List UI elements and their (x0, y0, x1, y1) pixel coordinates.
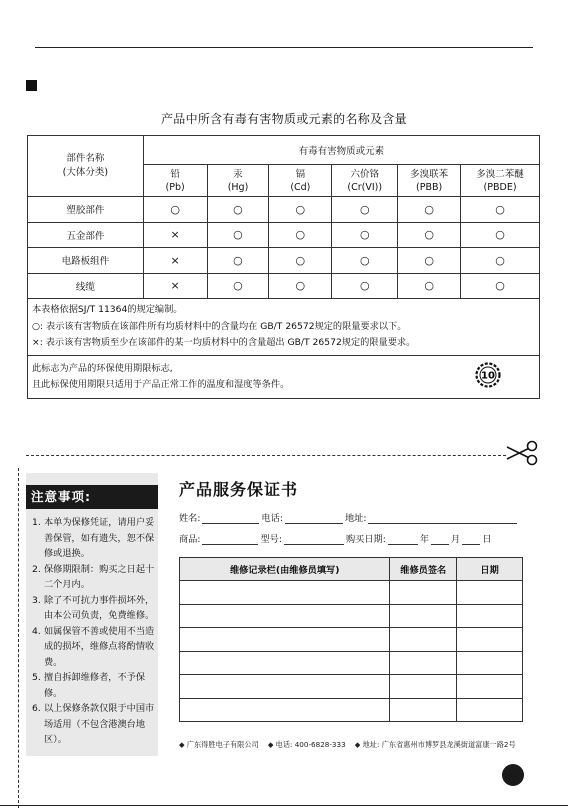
substance-column-header (332, 165, 398, 197)
substance-name: 铅 (170, 168, 180, 180)
footer-company: ◆ 广东得胜电子有限公司 (179, 740, 259, 749)
item-number: 1. (32, 517, 41, 528)
year-field[interactable] (388, 533, 418, 545)
name-field[interactable] (202, 512, 259, 524)
part-name: 塑胶部件 (28, 197, 144, 223)
footer-phone: ◆ 电话: 400-6828-333 (267, 740, 346, 749)
notes-panel (26, 473, 158, 756)
signature-cell[interactable] (390, 604, 457, 628)
signature-cell[interactable] (390, 581, 457, 605)
substance-mark: ○ (207, 222, 269, 248)
substance-mark: ○ (332, 273, 398, 299)
substance-mark: ○ (398, 273, 461, 299)
date-cell[interactable] (457, 581, 523, 605)
list-item (32, 624, 156, 671)
substance-mark: ○ (332, 222, 398, 248)
substance-mark: × (143, 222, 207, 248)
record-cell[interactable] (180, 651, 390, 675)
substance-mark: ○ (207, 273, 269, 299)
item-text: 擅自拆卸维修者，不予保修。 (44, 672, 146, 699)
substance-name: 六价铬 (350, 168, 379, 180)
product-field[interactable] (202, 533, 258, 545)
item-number: 6. (32, 703, 41, 714)
record-cell[interactable] (180, 675, 390, 699)
purchase-label: 购买日期: (345, 534, 386, 545)
substance-mark: ○ (398, 248, 461, 274)
substance-mark: ○ (332, 197, 398, 223)
substance-mark: ○ (461, 248, 540, 274)
phone-field[interactable] (285, 512, 343, 524)
substance-name: 镉 (295, 168, 306, 180)
product-row (179, 531, 491, 545)
substance-mark: ○ (398, 222, 461, 248)
part-header-sub: (大体分类) (62, 167, 109, 178)
substance-symbol: (PBDE) (483, 181, 517, 193)
table-row (180, 698, 523, 722)
list-item (32, 701, 156, 748)
footer-info (179, 740, 516, 750)
day-field[interactable] (462, 533, 480, 545)
note-line: ○: 表示该有害物质在该部件所有均质材料中的含量均在 GB/T 26572规定的限量要求以下。 (32, 320, 407, 332)
signature-cell[interactable] (390, 628, 457, 652)
note-line: 本表格依据SJ/T 11364的规定编制。 (32, 304, 183, 315)
substance-mark: ○ (461, 273, 540, 299)
record-cell[interactable] (180, 698, 390, 722)
substance-mark: ○ (269, 248, 332, 274)
item-text: 以上保修条款仅限于中国市场适用（不包含港澳台地区）。 (44, 703, 155, 745)
year-label: 年 (419, 534, 430, 545)
substance-name: 多溴联苯 (410, 168, 449, 180)
part-header-cell (28, 136, 144, 197)
signature-cell[interactable] (390, 675, 457, 699)
signature-header: 维修员签名 (390, 558, 457, 581)
table-row (28, 222, 540, 248)
record-cell[interactable] (180, 628, 390, 652)
list-item (32, 562, 156, 593)
part-header: 部件名称 (66, 153, 105, 164)
date-cell[interactable] (457, 651, 523, 675)
substance-symbol: (Cd) (290, 181, 311, 193)
footer-address: ◆ 地址: 广东省惠州市博罗县龙溪街道富康一路2号 (354, 740, 516, 749)
scissors-icon (505, 440, 539, 466)
substance-mark: ○ (461, 222, 540, 248)
eco-note-line: 且此标保使用期限只适用于产品正常工作的温度和湿度等条件。 (32, 378, 290, 390)
eco-period-logo-icon (475, 362, 501, 388)
substance-mark: ○ (332, 248, 398, 274)
date-cell[interactable] (457, 604, 523, 628)
substance-mark: ○ (461, 197, 540, 223)
model-label: 型号: (260, 534, 282, 545)
section-marker (26, 80, 37, 91)
list-item (32, 670, 156, 701)
table-row (28, 273, 540, 299)
substance-mark: ○ (269, 273, 332, 299)
item-number: 3. (32, 594, 41, 606)
hazardous-substance-table (27, 135, 540, 399)
item-text: 保修期限制：购买之日起十二个月内。 (44, 563, 155, 590)
substance-column-header (207, 165, 269, 197)
substance-symbol: (Cr(VI)) (347, 181, 383, 193)
item-number: 2. (32, 563, 41, 575)
substance-name: 汞 (233, 168, 243, 180)
part-name: 线缆 (28, 273, 144, 299)
phone-label: 电话: (261, 513, 283, 524)
record-cell[interactable] (180, 604, 390, 628)
side-cut-line (18, 468, 19, 808)
list-item (32, 593, 156, 624)
date-header: 日期 (457, 558, 523, 581)
notes-list (32, 515, 156, 748)
address-field[interactable] (368, 512, 517, 524)
signature-cell[interactable] (390, 651, 457, 675)
substance-column-header (398, 165, 461, 197)
name-label: 姓名: (179, 513, 201, 524)
group-header: 有毒有害物质或元素 (143, 136, 539, 165)
substance-symbol: (PBB) (416, 181, 443, 193)
substance-name: 多溴二苯醚 (476, 168, 524, 180)
item-number: 5. (32, 672, 41, 683)
month-label: 月 (451, 534, 461, 545)
substance-symbol: (Pb) (165, 181, 185, 193)
day-label: 日 (482, 534, 492, 545)
table-row (180, 675, 523, 699)
item-text: 除了不可抗力事件损坏外，由本公司负责，免费维修。 (44, 594, 155, 621)
table-notes (28, 299, 540, 356)
item-text: 如属保管不善或使用不当造成的损坏，维修点将酌情收费。 (44, 625, 155, 668)
substance-mark: × (143, 273, 207, 299)
eco-number: 10 (481, 370, 495, 382)
signature-cell[interactable] (390, 698, 457, 722)
substance-mark: ○ (207, 248, 269, 274)
substance-mark: ○ (398, 197, 461, 223)
date-cell[interactable] (457, 698, 523, 722)
table-row (28, 248, 540, 274)
record-header: 维修记录栏(由维修员填写) (180, 558, 390, 581)
table-row (180, 581, 523, 605)
product-label: 商品: (179, 534, 201, 545)
eco-note-line: 此标志为产品的环保使用期限标志, (32, 362, 173, 374)
bottom-rule (0, 805, 568, 806)
note-line: ×: 表示该有害物质至少在该部件的某一均质材料中的含量超出 GB/T 26572规定的限量要求。 (32, 337, 416, 348)
substance-column-header (143, 165, 207, 197)
substance-column-header (461, 165, 540, 197)
eco-notes (28, 355, 540, 398)
substance-mark: ○ (143, 197, 207, 223)
part-name: 电路板组件 (28, 248, 144, 274)
record-cell[interactable] (180, 581, 390, 605)
item-number: 4. (32, 625, 41, 637)
table-row (180, 628, 523, 652)
warranty-title: 产品服务保证书 (179, 480, 299, 499)
customer-row (179, 510, 519, 524)
list-item (32, 515, 156, 562)
top-rule (35, 47, 533, 48)
page-marker (502, 764, 524, 786)
haz-title: 产品中所含有毒有害物质或元素的名称及含量 (160, 112, 407, 126)
substance-column-header (269, 165, 332, 197)
table-row (28, 197, 540, 223)
date-cell[interactable] (457, 675, 523, 699)
substance-symbol: (Hg) (227, 181, 249, 193)
table-row (180, 604, 523, 628)
substance-mark: ○ (269, 197, 332, 223)
notes-title: 注意事项: (26, 485, 158, 509)
part-name: 五金部件 (28, 222, 144, 248)
model-field[interactable] (284, 533, 344, 545)
repair-record-table (179, 557, 523, 722)
item-text: 本单为保修凭证，请用户妥善保管，如有遗失，恕不保修或退换。 (44, 517, 155, 559)
cut-line (26, 455, 506, 456)
address-label: 地址: (344, 513, 367, 524)
table-row (180, 651, 523, 675)
substance-mark: ○ (269, 222, 332, 248)
month-field[interactable] (431, 533, 449, 545)
date-cell[interactable] (457, 628, 523, 652)
substance-mark: × (143, 248, 207, 274)
substance-mark: ○ (207, 197, 269, 223)
